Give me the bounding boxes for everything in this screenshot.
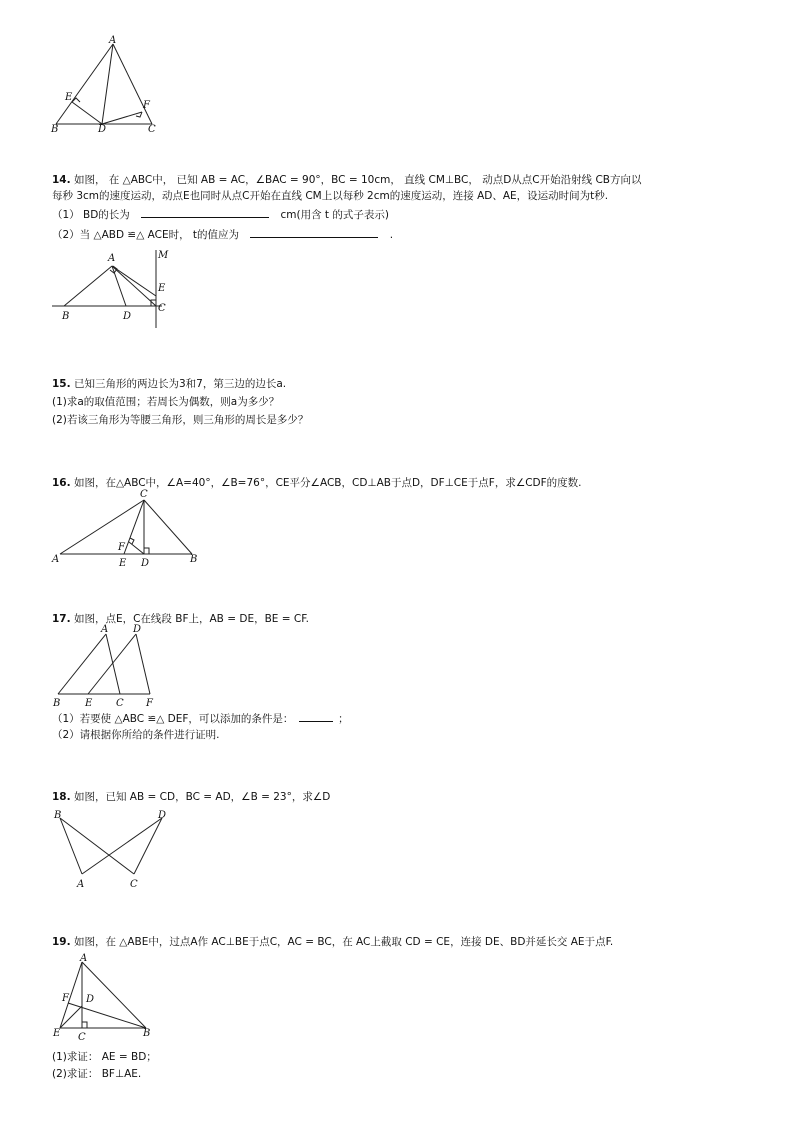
q17-part2: （2）请根据你所给的条件进行证明. bbox=[52, 729, 220, 741]
q16-label-f: F bbox=[118, 542, 125, 553]
fig13-label-f: F bbox=[143, 100, 150, 111]
q16-label-a: A bbox=[52, 554, 60, 565]
q18-line1 bbox=[52, 790, 330, 804]
q19-line1 bbox=[52, 935, 613, 949]
q14-part2-prefix: （2）当 △ABD ≌△ ACE时， t的值应为 bbox=[52, 229, 240, 241]
q14-label-a: A bbox=[108, 253, 116, 264]
q18-text-line1: 如图，已知 AB = CD，BC = AD，∠B = 23°，求∠D bbox=[73, 791, 331, 803]
q19-part1: (1)求证： AE = BD； bbox=[52, 1051, 157, 1063]
fig13-label-a: A bbox=[109, 35, 117, 46]
q19-text-line1: 如图，在 △ABE中，过点A作 AC⊥BE于点C，AC = BC，在 AC上截取 CD = CE，连接 DE、BD并延长交 AE于点F. bbox=[73, 936, 614, 948]
q14-part1 bbox=[52, 207, 389, 222]
fig13-label-e: E bbox=[65, 92, 73, 103]
q16-label-d: D bbox=[141, 558, 150, 569]
q14-line2: 每秒 3cm的速度运动，动点E也同时从点C开始在直线 CM上以每秒 2cm的速度运动，连接 AD、AE，设运动时间为t秒. bbox=[52, 190, 609, 202]
q14-label-m: M bbox=[158, 250, 169, 261]
q16-label-e: E bbox=[119, 558, 127, 569]
q18-label-c: C bbox=[130, 879, 138, 890]
q17-part1-suffix: ； bbox=[338, 713, 349, 725]
q15-part1: (1)求a的取值范围；若周长为偶数，则a为多少？ bbox=[52, 396, 280, 408]
q19-label-f: F bbox=[62, 993, 69, 1004]
q15-part2: (2)若该三角形为等腰三角形，则三角形的周长是多少？ bbox=[52, 414, 309, 426]
q16-diagram bbox=[50, 488, 210, 572]
q19-label-e: E bbox=[53, 1028, 61, 1039]
q19-label-b: B bbox=[143, 1028, 151, 1039]
q17-label-a: A bbox=[101, 624, 109, 635]
fig13-triangle-diagram bbox=[48, 36, 168, 136]
q19-part2: (2)求证： BF⊥AE. bbox=[52, 1068, 142, 1080]
q19-label-a: A bbox=[80, 953, 88, 964]
q17-label-b: B bbox=[53, 698, 61, 709]
fig13-label-d: D bbox=[98, 124, 107, 135]
q16-number: 16. bbox=[52, 477, 71, 489]
q16-label-c: C bbox=[140, 489, 148, 500]
q14-part2-suffix: . bbox=[389, 229, 394, 241]
q18-label-d: D bbox=[158, 810, 167, 821]
q14-label-c: C bbox=[158, 303, 166, 314]
q14-part1-suffix: cm(用含 t 的式子表示) bbox=[280, 209, 389, 221]
q17-part1-prefix: （1）若要使 △ABC ≌△ DEF，可以添加的条件是： bbox=[52, 713, 294, 725]
q14-diagram bbox=[50, 248, 180, 332]
q15-text-line1: 已知三角形的两边长为3和7，第三边的边长a. bbox=[73, 378, 287, 390]
q15-line1 bbox=[52, 377, 286, 391]
q15-number: 15. bbox=[52, 378, 71, 390]
q16-label-b: B bbox=[190, 554, 198, 565]
q19-diagram bbox=[50, 952, 160, 1048]
q17-diagram bbox=[50, 622, 170, 710]
q17-number: 17. bbox=[52, 613, 71, 625]
q14-part1-answer-blank[interactable] bbox=[141, 207, 269, 218]
q14-label-d: D bbox=[123, 311, 132, 322]
q14-part2 bbox=[52, 227, 393, 242]
q17-label-e: E bbox=[85, 698, 93, 709]
fig13-label-c: C bbox=[148, 124, 156, 135]
q18-label-a: A bbox=[77, 879, 85, 890]
q19-label-c: C bbox=[78, 1032, 86, 1043]
q14-part2-answer-blank[interactable] bbox=[250, 227, 378, 238]
q18-number: 18. bbox=[52, 791, 71, 803]
q14-number: 14. bbox=[52, 174, 71, 186]
q17-label-f: F bbox=[146, 698, 153, 709]
q18-diagram bbox=[50, 806, 180, 892]
q17-label-d: D bbox=[133, 624, 142, 635]
q17-part1-answer-blank[interactable] bbox=[299, 711, 333, 722]
q17-text-line1: 如图，点E，C在线段 BF上，AB = DE，BE = CF. bbox=[73, 613, 309, 625]
q18-label-b: B bbox=[54, 810, 62, 821]
q19-number: 19. bbox=[52, 936, 71, 948]
q16-text-line1: 如图，在△ABC中，∠A=40°，∠B=76°，CE平分∠ACB，CD⊥AB于点D，DF⊥CE于点F，求∠CDF的度数. bbox=[73, 477, 582, 489]
q14-text-line1: 如图， 在 △ABC中， 已知 AB = AC，∠BAC = 90°，BC = 10cm， 直线 CM⊥BC， 动点D从点C开始沿射线 CB方向以 bbox=[73, 174, 642, 186]
q14-line1 bbox=[52, 173, 642, 187]
q17-part1 bbox=[52, 711, 349, 726]
q14-label-b: B bbox=[62, 311, 70, 322]
q14-label-e: E bbox=[158, 283, 166, 294]
q19-label-d: D bbox=[86, 994, 95, 1005]
q17-label-c: C bbox=[116, 698, 124, 709]
q14-part1-prefix: （1） BD的长为 bbox=[52, 209, 130, 221]
fig13-label-b: B bbox=[51, 124, 59, 135]
